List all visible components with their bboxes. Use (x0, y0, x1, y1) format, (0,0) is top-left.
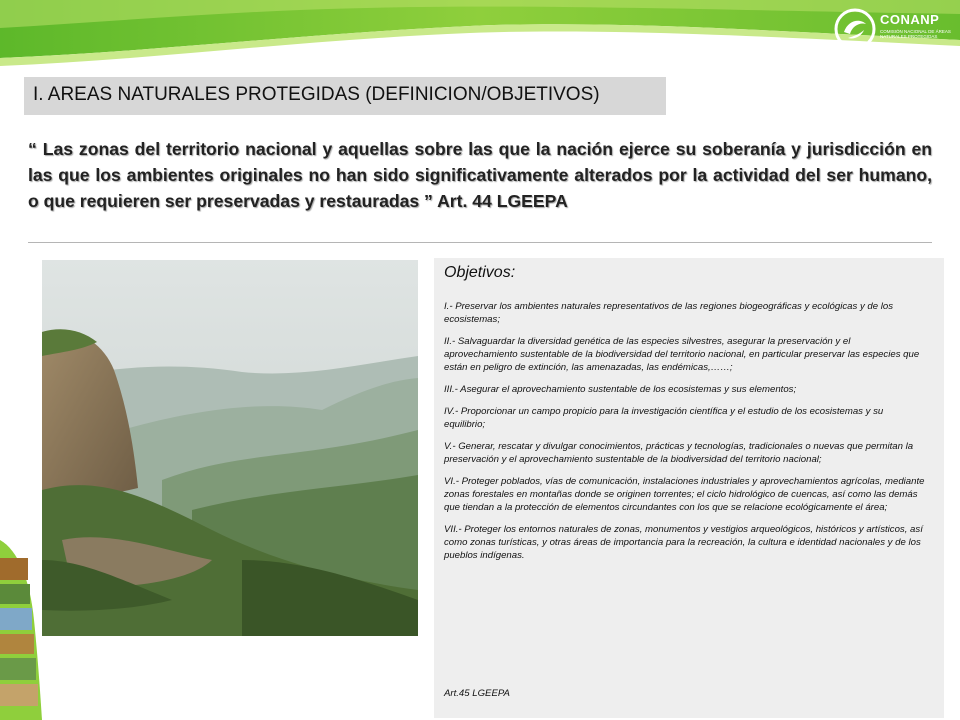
conanp-emblem-icon (834, 8, 876, 50)
objective-item: V.- Generar, rescatar y divulgar conocimientos, prácticas y tecnologías, tradicionales o nuevas que permitan la preservación y el aprovechamiento sustentable de la biodiversidad del territorio nacional; (444, 441, 914, 465)
objective-item: I.- Preservar los ambientes naturales representativos de las regiones biogeográficas y ecológicas y de los ecosistemas; (444, 301, 894, 325)
objectives-heading: Objetivos: (444, 264, 516, 281)
header-banner (0, 0, 960, 70)
conanp-logo (834, 8, 954, 54)
section-title: I. AREAS NATURALES PROTEGIDAS (DEFINICION/OBJETIVOS) (33, 84, 600, 105)
landscape-photo (42, 260, 418, 636)
objectives-panel (434, 258, 944, 718)
objectives-list (444, 300, 926, 571)
divider (28, 242, 932, 243)
definition-quote: “ Las zonas del territorio nacional y aquellas sobre las que la nación ejerce su soberanía y jurisdicción en las que los ambientes originales no han sido significativamente alterados por la actividad del ser humano, o que requieren ser preservadas y restauradas ” Art. 44 LGEEPA (28, 139, 932, 211)
objective-item: IV.- Proporcionar un campo propicio para la investigación científica y el estudio de los ecosistemas y su equilibrio; (444, 406, 884, 430)
logo-name: CONANP (880, 12, 940, 27)
objective-item: II.- Salvaguardar la diversidad genética de las especies silvestres, asegurar la preservación y el aprovechamiento sustentable de la biodiversidad del territorio nacional, en particular preservar las especies que están en peligro de extinción, las amenazadas, las endémicas,……; (444, 336, 920, 373)
objectives-reference: Art.45 LGEEPA (444, 688, 510, 699)
objective-item: VII.- Proteger los entornos naturales de zonas, monumentos y vestigios arqueológicos, históricos y artísticos, así como zonas turísticas, y otras áreas de importancia para la recreación, la cultura e identidad nacionales y de los pueblos indígenas. (444, 524, 923, 561)
section-title-bar (24, 77, 666, 115)
objective-item: III.- Asegurar el aprovechamiento sustentable de los ecosistemas y sus elementos; (444, 384, 797, 395)
side-photo-strip (0, 540, 42, 720)
objective-item: VI.- Proteger poblados, vías de comunicación, instalaciones industriales y aprovechamientos agrícolas, mediante zonas forestales en montañas donde se originen torrentes; el ciclo hidrológico de cuencas, así como las demás que tiendan a la protección de elementos circundantes con los que se relacione ecológicamente el área; (444, 476, 925, 513)
logo-subtitle: COMISIÓN NACIONAL DE ÁREAS NATURALES PROTEGIDAS (880, 29, 951, 39)
